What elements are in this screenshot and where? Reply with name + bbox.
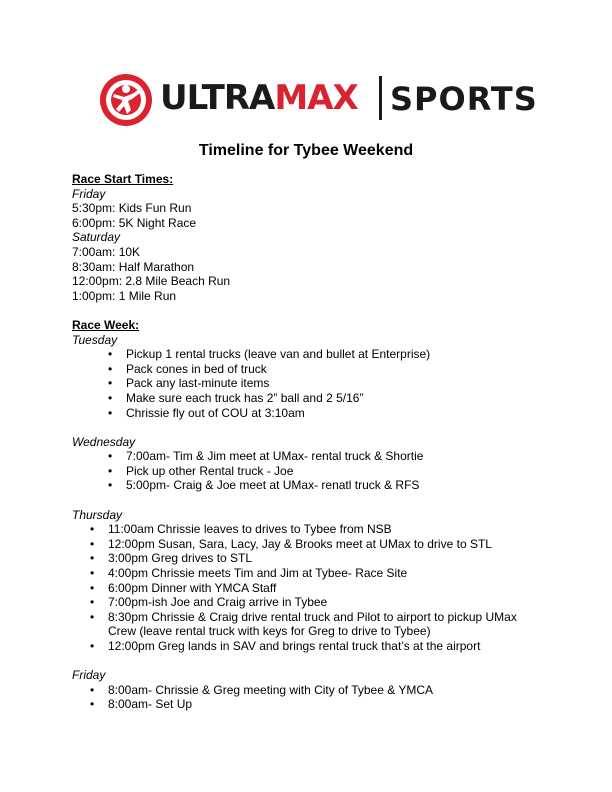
list-item: • 6:00pm Dinner with YMCA Staff	[72, 581, 542, 596]
list-item: • Pickup 1 rental trucks (leave van and bullet at Enterprise)	[72, 347, 542, 362]
schedule-line: 8:30am: Half Marathon	[72, 259, 195, 274]
friday-label: Friday	[72, 186, 106, 201]
list-item: • 11:00am Chrissie leaves to drives to Tybee from NSB	[72, 522, 542, 537]
list-item: • Chrissie fly out of COU at 3:10am	[72, 406, 542, 421]
tuesday-label: Tuesday	[72, 332, 118, 347]
friday-list	[72, 683, 542, 712]
logo-sports-text: SPORTS	[390, 80, 538, 118]
list-item: • Pick up other Rental truck - Joe	[72, 464, 542, 479]
ultramax-sports-logo	[98, 70, 538, 130]
race-start-heading: Race Start Times:	[72, 172, 174, 186]
list-item: • 5:00pm- Craig & Joe meet at UMax- renatl truck & RFS	[72, 478, 542, 493]
friday-week-label: Friday	[72, 668, 106, 683]
schedule-line: 1:00pm: 1 Mile Run	[72, 288, 177, 303]
tuesday-list	[72, 347, 542, 420]
list-item: • Pack cones in bed of truck	[72, 362, 542, 377]
schedule-line: 5:30pm: Kids Fun Run	[72, 201, 192, 216]
list-item: • 12:00pm Greg lands in SAV and brings rental truck that’s at the airport	[72, 639, 542, 654]
page-title: Timeline for Tybee Weekend	[198, 142, 414, 159]
saturday-label: Saturday	[72, 230, 121, 245]
document-body	[72, 172, 542, 712]
wednesday-label: Wednesday	[72, 434, 136, 449]
list-item: • Make sure each truck has 2” ball and 2 5/16”	[72, 391, 542, 406]
list-item: • 7:00am- Tim & Jim meet at UMax- rental truck & Shortie	[72, 449, 542, 464]
list-item: • 7:00pm-ish Joe and Craig arrive in Tybee	[72, 595, 542, 610]
list-item: • 8:00am- Set Up	[72, 697, 542, 712]
wednesday-list	[72, 449, 542, 493]
list-item: • Pack any last-minute items	[72, 376, 542, 391]
list-item: • 3:00pm Greg drives to STL	[72, 551, 542, 566]
thursday-list	[72, 522, 542, 653]
logo-divider	[379, 76, 382, 120]
list-item: • 12:00pm Susan, Sara, Lacy, Jay & Brooks meet at UMax to drive to STL	[72, 537, 542, 552]
schedule-line: 12:00pm: 2.8 Mile Beach Run	[72, 274, 231, 289]
list-item: • 8:00am- Chrissie & Greg meeting with City of Tybee & YMCA	[72, 683, 542, 698]
runner-logo-icon	[98, 72, 154, 128]
race-week-heading: Race Week:	[72, 317, 140, 332]
schedule-line: 6:00pm: 5K Night Race	[72, 215, 197, 230]
thursday-label: Thursday	[72, 507, 123, 522]
list-item: • 4:00pm Chrissie meets Tim and Jim at Tybee- Race Site	[72, 566, 542, 581]
list-item: • 8:30pm Chrissie & Craig drive rental truck and Pilot to airport to pickup UMax Crew (leave rental truck with keys for Greg to drive to Tybee)	[72, 610, 542, 639]
logo-wordmark: ULTRAMAX	[160, 78, 358, 118]
schedule-line: 7:00am: 10K	[72, 244, 141, 259]
